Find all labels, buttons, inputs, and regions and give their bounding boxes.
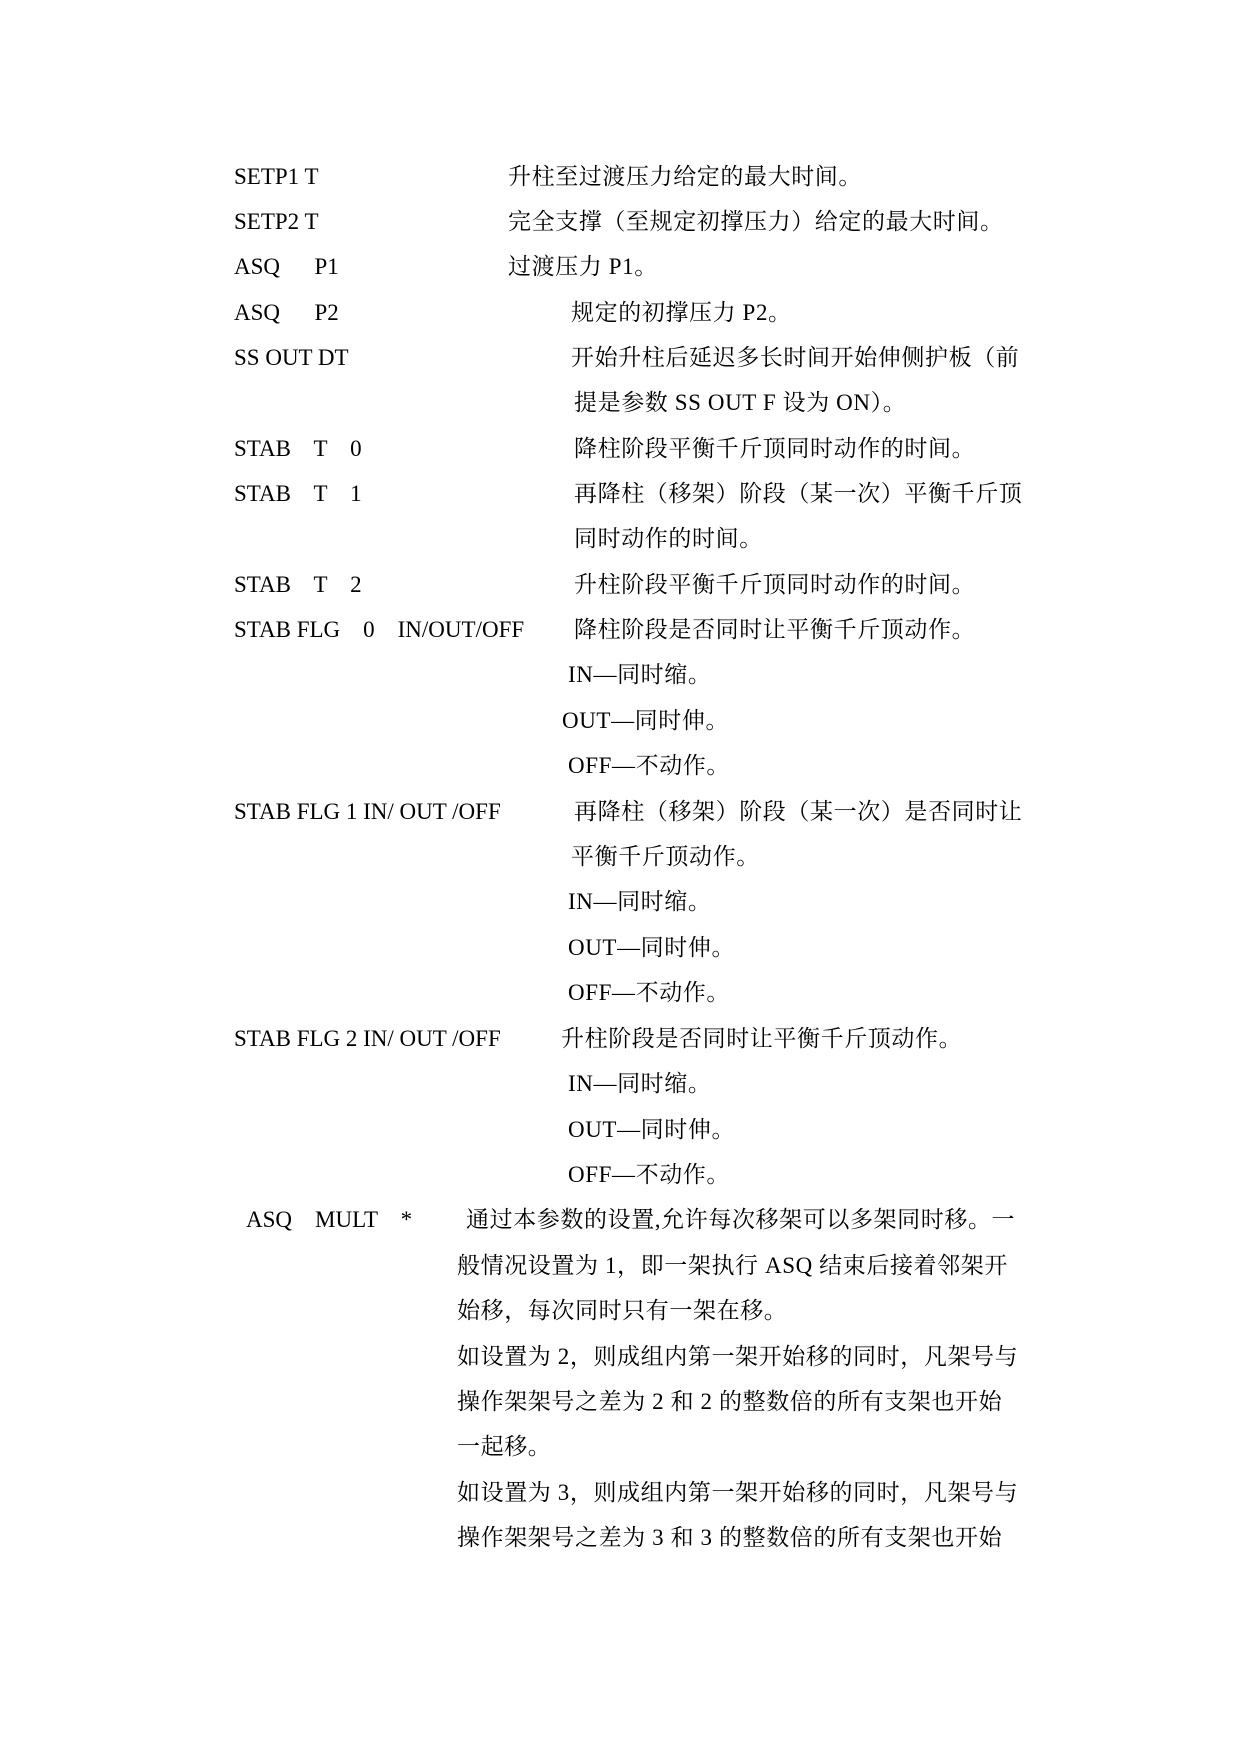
param-desc-stab-flg-2-line1: 升柱阶段是否同时让平衡千斤顶动作。 bbox=[561, 1026, 963, 1051]
param-desc-asq-mult-line5: 操作架架号之差为 2 和 2 的整数倍的所有支架也开始 bbox=[457, 1389, 1003, 1414]
param-label-setp2-t: SETP2 T bbox=[234, 209, 319, 234]
param-desc-stab-t-0: 降柱阶段平衡千斤顶同时动作的时间。 bbox=[574, 436, 976, 461]
param-desc-stab-flg-0-line1: 降柱阶段是否同时让平衡千斤顶动作。 bbox=[574, 617, 976, 642]
param-label-asq-p1: ASQ P1 bbox=[234, 254, 339, 279]
param-desc-ss-out-dt-line2: 提是参数 SS OUT F 设为 ON）。 bbox=[574, 390, 907, 415]
param-label-stab-t-0: STAB T 0 bbox=[234, 436, 362, 461]
param-label-stab-flg-2: STAB FLG 2 IN/ OUT /OFF bbox=[234, 1026, 501, 1051]
param-label-asq-p2: ASQ P2 bbox=[234, 300, 339, 325]
param-desc-asq-mult-line7: 如设置为 3，则成组内第一架开始移的同时，凡架号与 bbox=[457, 1480, 1019, 1505]
param-desc-stab-flg-0-off: OFF—不动作。 bbox=[568, 753, 730, 778]
param-desc-stab-flg-0-in: IN—同时缩。 bbox=[568, 662, 712, 687]
param-desc-stab-flg-2-out: OUT—同时伸。 bbox=[568, 1117, 736, 1142]
param-desc-stab-flg-1-line2: 平衡千斤顶动作。 bbox=[571, 844, 760, 869]
param-desc-stab-flg-2-off: OFF—不动作。 bbox=[568, 1162, 730, 1187]
param-label-stab-flg-1: STAB FLG 1 IN/ OUT /OFF bbox=[234, 799, 501, 824]
param-desc-setp1-t: 升柱至过渡压力给定的最大时间。 bbox=[508, 164, 862, 189]
param-desc-asq-mult-line6: 一起移。 bbox=[457, 1434, 552, 1459]
param-desc-asq-p2: 规定的初撑压力 P2。 bbox=[571, 300, 792, 325]
param-desc-stab-t-2: 升柱阶段平衡千斤顶同时动作的时间。 bbox=[574, 572, 976, 597]
param-desc-ss-out-dt-line1: 开始升柱后延迟多长时间开始伸侧护板（前 bbox=[571, 345, 1020, 370]
param-label-setp1-t: SETP1 T bbox=[234, 164, 319, 189]
param-desc-stab-t-1-line1: 再降柱（移架）阶段（某一次）平衡千斤顶 bbox=[574, 481, 1023, 506]
param-desc-asq-mult-line4: 如设置为 2，则成组内第一架开始移的同时，凡架号与 bbox=[457, 1344, 1019, 1369]
param-desc-stab-flg-1-out: OUT—同时伸。 bbox=[568, 935, 736, 960]
param-desc-stab-t-1-line2: 同时动作的时间。 bbox=[574, 526, 763, 551]
param-desc-stab-flg-2-in: IN—同时缩。 bbox=[568, 1071, 712, 1096]
param-label-stab-flg-0: STAB FLG 0 IN/OUT/OFF bbox=[234, 617, 525, 642]
param-label-ss-out-dt: SS OUT DT bbox=[234, 345, 349, 370]
param-desc-setp2-t: 完全支撑（至规定初撑压力）给定的最大时间。 bbox=[508, 209, 1004, 234]
param-desc-asq-mult-line1: 通过本参数的设置,允许每次移架可以多架同时移。一 bbox=[466, 1207, 1016, 1232]
param-desc-stab-flg-1-line1: 再降柱（移架）阶段（某一次）是否同时让 bbox=[574, 799, 1023, 824]
param-label-asq-mult: ASQ MULT * bbox=[246, 1207, 413, 1232]
param-label-stab-t-1: STAB T 1 bbox=[234, 481, 362, 506]
param-desc-stab-flg-1-in: IN—同时缩。 bbox=[568, 889, 712, 914]
param-desc-asq-mult-line3: 始移，每次同时只有一架在移。 bbox=[457, 1298, 788, 1323]
param-desc-stab-flg-1-off: OFF—不动作。 bbox=[568, 980, 730, 1005]
param-desc-asq-mult-line2: 般情况设置为 1，即一架执行 ASQ 结束后接着邻架开 bbox=[457, 1253, 1008, 1278]
param-desc-stab-flg-0-out: OUT—同时伸。 bbox=[562, 708, 730, 733]
param-label-stab-t-2: STAB T 2 bbox=[234, 572, 362, 597]
param-desc-asq-p1: 过渡压力 P1。 bbox=[508, 254, 658, 279]
param-desc-asq-mult-line8: 操作架架号之差为 3 和 3 的整数倍的所有支架也开始 bbox=[457, 1525, 1003, 1550]
